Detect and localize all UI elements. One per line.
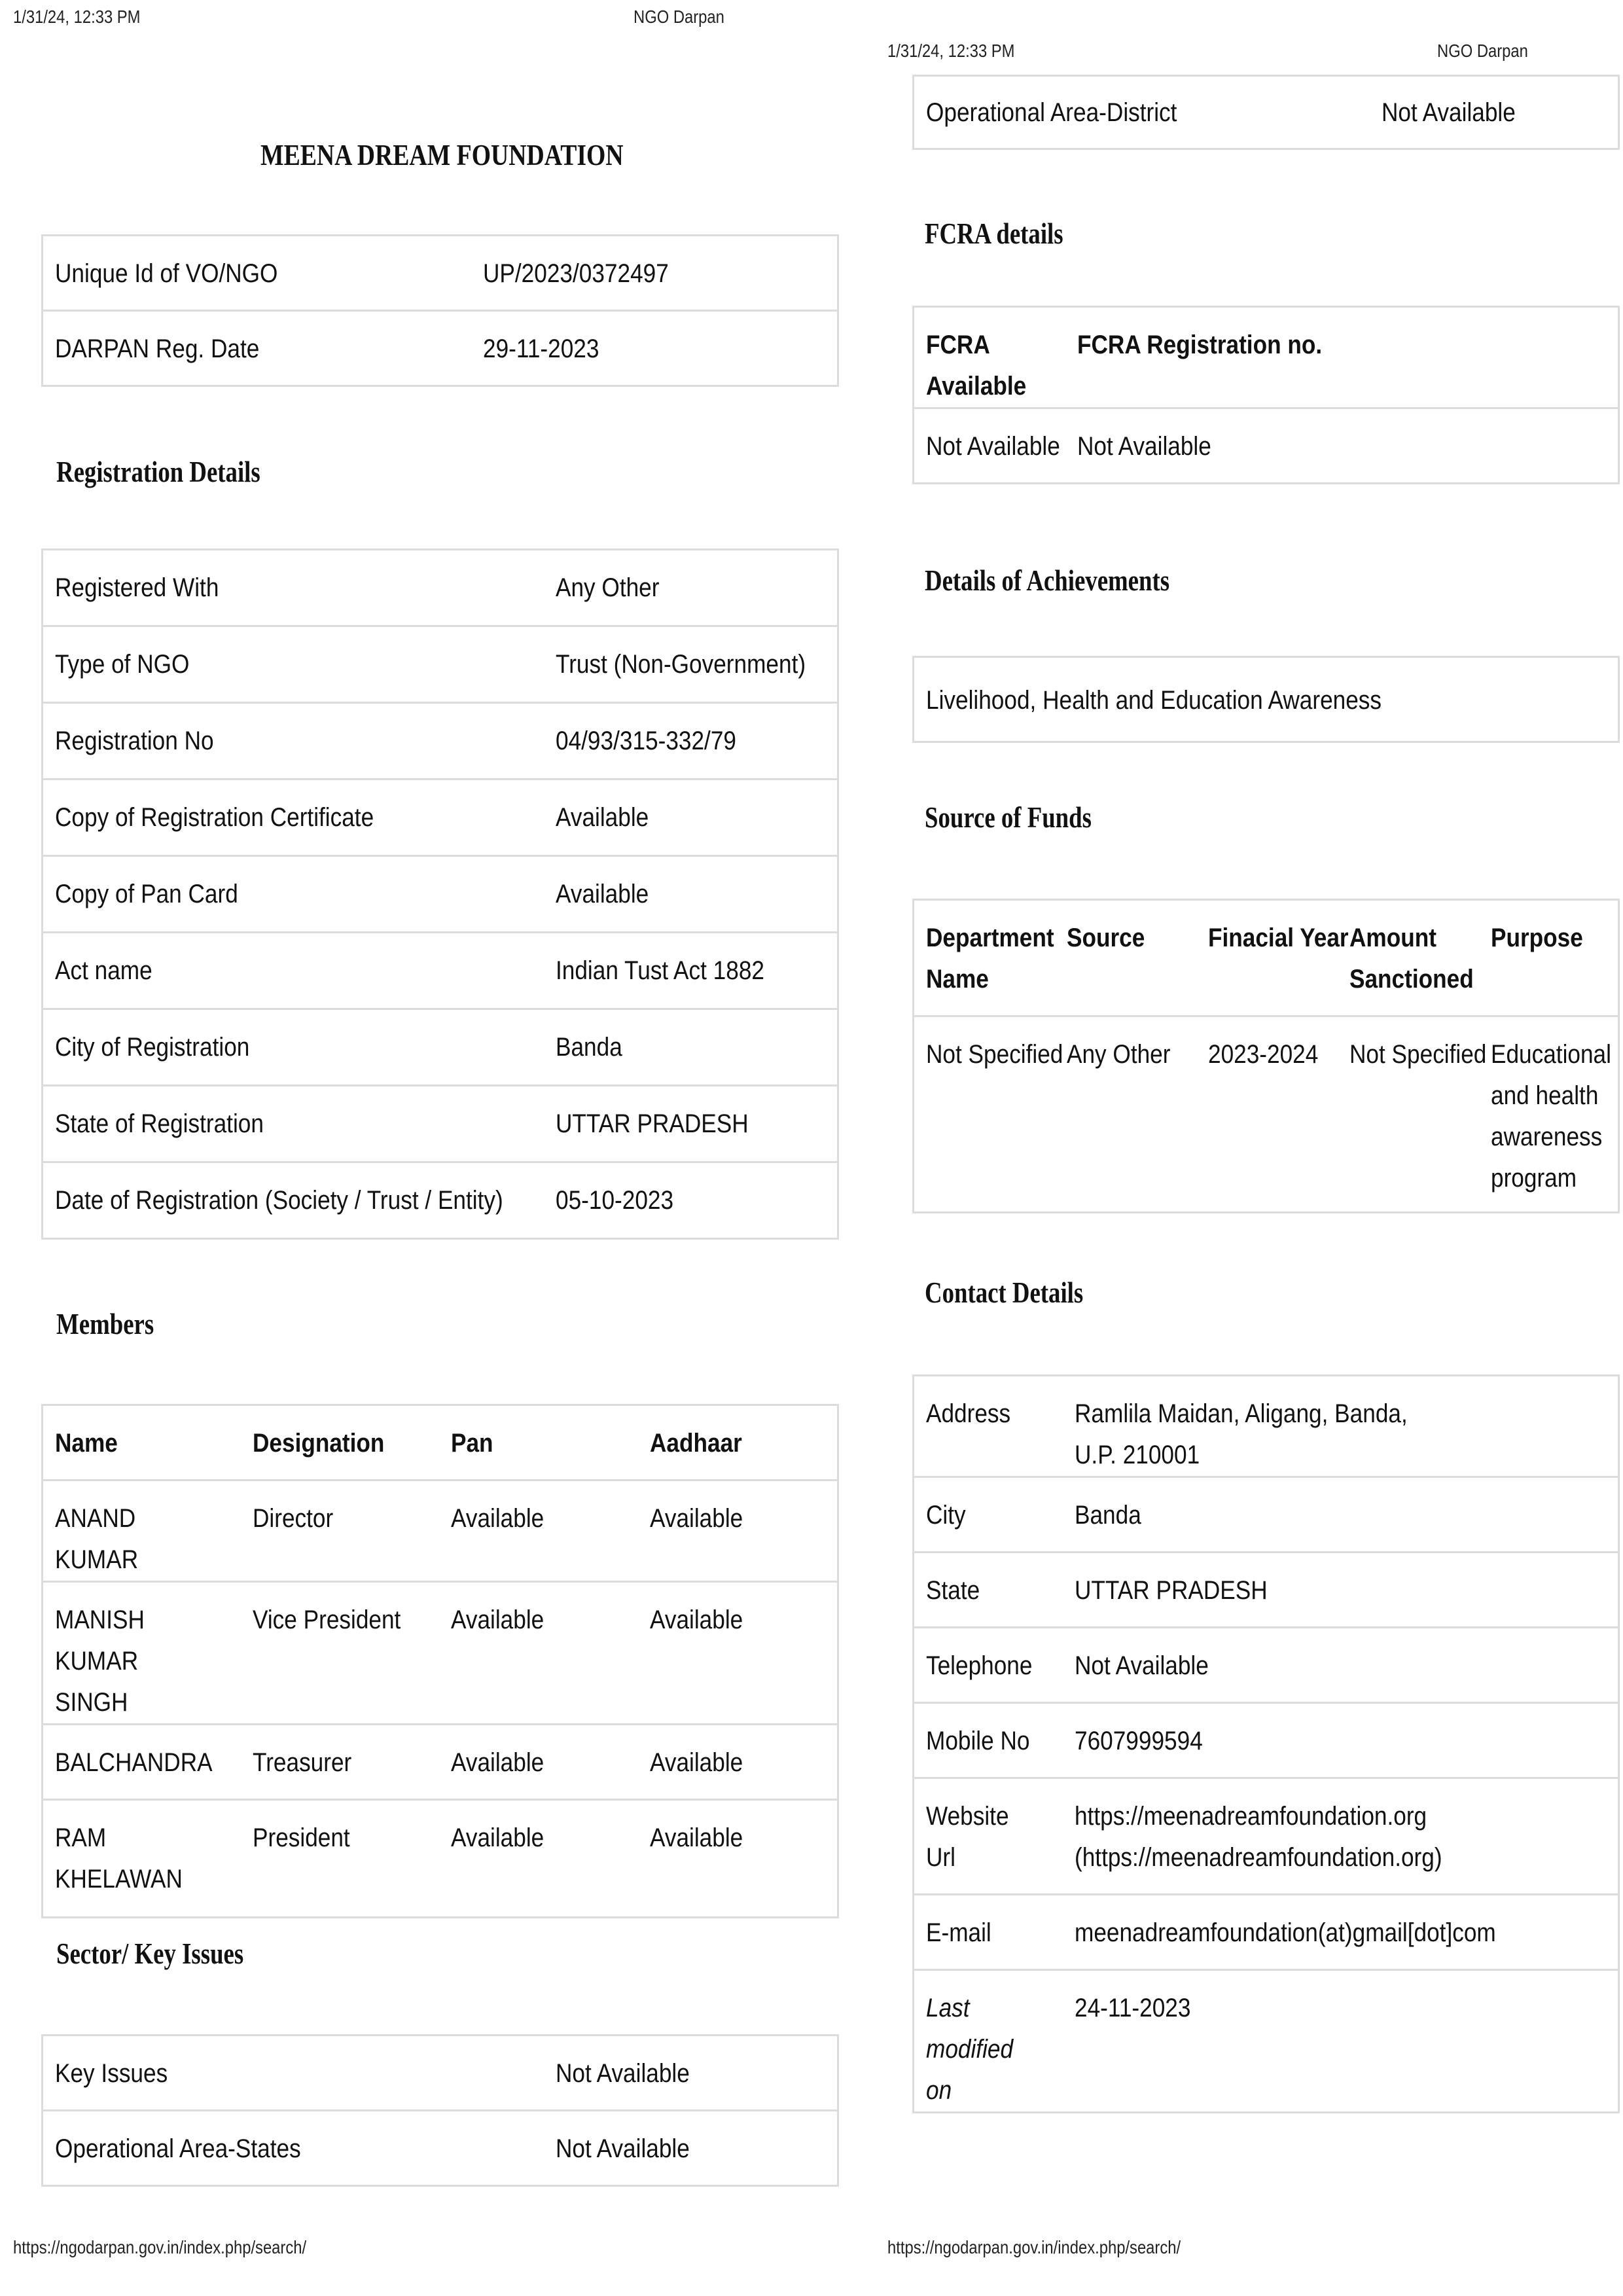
table-header-row (43, 1405, 838, 1480)
column-header-designation: Designation (252, 1429, 384, 1458)
registration-value: 05-10-2023 (555, 1186, 673, 1215)
fund-year-value: 2023-2024 (1207, 1040, 1318, 1069)
table-row (43, 780, 838, 856)
table-row (914, 408, 1619, 484)
registration-value: Indian Tust Act 1882 (555, 956, 764, 985)
table-row (914, 76, 1619, 149)
sector-table (41, 2034, 839, 2187)
table-row (43, 933, 838, 1009)
table-row (914, 1970, 1619, 2113)
registration-label: Act name (55, 956, 152, 985)
contact-value: UTTAR PRADESH (1074, 1576, 1268, 1605)
member-pan: Available (450, 1504, 544, 1533)
registration-value: Any Other (555, 573, 659, 602)
fund-purpose-value: Educational and health awareness program (1490, 1040, 1611, 1193)
table-row (43, 1582, 838, 1725)
registration-label: City of Registration (55, 1033, 250, 1062)
registration-value: UTTAR PRADESH (555, 1109, 749, 1138)
member-aadhaar: Available (649, 1748, 743, 1777)
contact-label: Telephone (926, 1651, 1033, 1680)
achievements-table (912, 656, 1620, 743)
registration-value: Available (555, 803, 649, 832)
section-heading-sector: Sector/ Key Issues (56, 1937, 244, 1970)
contact-label: Last modified on (926, 1994, 1014, 2105)
section-heading-funds: Source of Funds (925, 800, 1092, 834)
contact-value: 7607999594 (1074, 1727, 1203, 1755)
contact-value: Not Available (1074, 1651, 1209, 1680)
section-heading-members: Members (56, 1307, 154, 1340)
registration-label: Registered With (55, 573, 219, 602)
fcra-table (912, 306, 1620, 484)
contact-table (912, 1374, 1620, 2113)
member-aadhaar: Available (649, 1823, 743, 1852)
fund-amount-value: Not Specified (1349, 1040, 1486, 1069)
contact-label: City (926, 1501, 966, 1530)
table-row (914, 657, 1619, 742)
section-heading-registration: Registration Details (56, 455, 260, 488)
print-site-title: NGO Darpan (633, 7, 724, 27)
table-row (43, 1009, 838, 1086)
member-aadhaar: Available (649, 1504, 743, 1533)
table-row (914, 1895, 1619, 1970)
registration-table (41, 548, 839, 1240)
contact-label: Website Url (926, 1802, 1009, 1872)
registration-label: Copy of Registration Certificate (55, 803, 374, 832)
member-pan: Available (450, 1605, 544, 1634)
contact-label: State (926, 1576, 980, 1605)
table-row (43, 2036, 838, 2111)
column-header-fcra-available: FCRA Available (926, 331, 1027, 401)
section-heading-achievements: Details of Achievements (925, 564, 1170, 597)
summary-table (41, 234, 839, 387)
table-row (43, 236, 838, 311)
table-row (914, 1376, 1619, 1477)
table-row (43, 626, 838, 703)
registration-label: Registration No (55, 726, 214, 755)
registration-label: Type of NGO (55, 650, 190, 679)
page-title: MEENA DREAM FOUNDATION (260, 138, 624, 171)
member-name: BALCHANDRA (55, 1748, 213, 1777)
table-row (43, 311, 838, 386)
print-datetime: 1/31/24, 12:33 PM (13, 7, 141, 27)
table-row (43, 550, 838, 626)
table-row (914, 1552, 1619, 1628)
summary-label: Unique Id of VO/NGO (55, 259, 278, 288)
print-footer-url: https://ngodarpan.gov.in/index.php/search/ (13, 2237, 307, 2257)
contact-label: Mobile No (926, 1727, 1030, 1755)
sector-value: Not Available (1381, 98, 1516, 127)
sector-label: Key Issues (55, 2059, 168, 2088)
column-header-department-name: Department Name (926, 924, 1054, 994)
contact-value: Banda (1074, 1501, 1141, 1530)
member-pan: Available (450, 1748, 544, 1777)
operational-district-table (912, 75, 1620, 150)
fund-department-value: Not Specified (926, 1040, 1063, 1069)
print-site-title: NGO Darpan (1437, 41, 1528, 61)
column-header-purpose: Purpose (1490, 924, 1583, 952)
member-designation: Vice President (252, 1605, 401, 1634)
table-row (914, 1628, 1619, 1703)
contact-value: 24-11-2023 (1074, 1994, 1190, 2022)
summary-label: DARPAN Reg. Date (55, 334, 260, 363)
section-heading-fcra: FCRA details (925, 217, 1063, 250)
print-footer-url: https://ngodarpan.gov.in/index.php/search/ (887, 2237, 1181, 2257)
member-aadhaar: Available (649, 1605, 743, 1634)
member-name: RAM KHELAWAN (55, 1823, 183, 1893)
column-header-aadhaar: Aadhaar (649, 1429, 742, 1458)
registration-label: Date of Registration (Society / Trust / Entity) (55, 1186, 503, 1215)
table-header-row (914, 307, 1619, 408)
table-row (43, 1725, 838, 1800)
table-row (43, 856, 838, 933)
sector-value: Not Available (555, 2134, 690, 2163)
registration-value: Available (555, 880, 649, 908)
fund-source-value: Any Other (1066, 1040, 1170, 1069)
fcra-registration-value: Not Available (1077, 432, 1211, 461)
registration-label: Copy of Pan Card (55, 880, 238, 908)
registration-value: 04/93/315-332/79 (555, 726, 736, 755)
table-header-row (914, 900, 1619, 1016)
contact-value: meenadreamfoundation(at)gmail[dot]com (1074, 1918, 1496, 1947)
website-link[interactable]: https://meenadreamfoundation.org (https://meenadreamfoundation.org) (1074, 1802, 1442, 1872)
table-row (43, 703, 838, 780)
table-row (914, 1016, 1619, 1213)
registration-value: Trust (Non-Government) (555, 650, 806, 679)
table-row (914, 1703, 1619, 1778)
table-row (914, 1477, 1619, 1552)
member-designation: Treasurer (252, 1748, 351, 1777)
contact-label: Address (926, 1399, 1011, 1428)
sector-value: Not Available (555, 2059, 690, 2088)
column-header-fcra-registration-no: FCRA Registration no. (1077, 331, 1322, 359)
summary-value: 29-11-2023 (482, 334, 599, 363)
funds-table (912, 899, 1620, 1213)
member-designation: Director (252, 1504, 333, 1533)
column-header-source: Source (1066, 924, 1145, 952)
table-row (43, 1162, 838, 1239)
registration-value: Banda (555, 1033, 622, 1062)
contact-value: Ramlila Maidan, Aligang, Banda, U.P. 210001 (1074, 1399, 1408, 1469)
table-row (43, 1086, 838, 1162)
contact-label: E-mail (926, 1918, 991, 1947)
print-datetime: 1/31/24, 12:33 PM (887, 41, 1015, 61)
column-header-financial-year: Finacial Year (1207, 924, 1349, 952)
members-table (41, 1404, 839, 1918)
column-header-pan: Pan (450, 1429, 493, 1458)
member-designation: President (252, 1823, 350, 1852)
table-row (43, 1800, 838, 1918)
achievements-text: Livelihood, Health and Education Awareness (926, 686, 1382, 715)
sector-label: Operational Area-States (55, 2134, 301, 2163)
column-header-amount-sanctioned: Amount Sanctioned (1349, 924, 1474, 994)
summary-value: UP/2023/0372497 (482, 259, 669, 288)
registration-label: State of Registration (55, 1109, 264, 1138)
sector-label: Operational Area-District (926, 98, 1177, 127)
member-pan: Available (450, 1823, 544, 1852)
table-row (43, 1480, 838, 1582)
member-name: MANISH KUMAR SINGH (55, 1605, 145, 1717)
fcra-available-value: Not Available (926, 432, 1060, 461)
column-header-name: Name (55, 1429, 118, 1458)
member-name: ANAND KUMAR (55, 1504, 139, 1574)
table-row (43, 2111, 838, 2186)
section-heading-contact: Contact Details (925, 1276, 1084, 1309)
table-row (914, 1778, 1619, 1895)
